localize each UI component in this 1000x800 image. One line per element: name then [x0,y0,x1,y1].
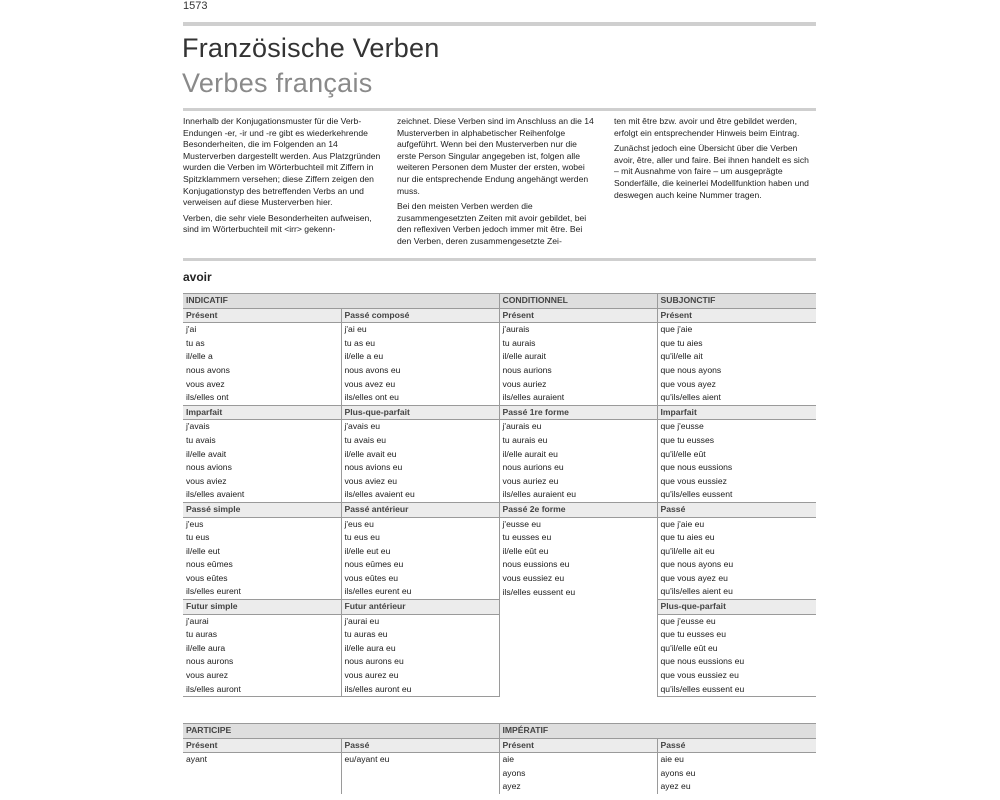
tense-label: Passé simple [183,502,341,517]
form-cell: il/elle a [186,351,213,362]
tense-header-row [183,308,816,323]
conjugation-row [183,572,816,586]
conjugation-row [183,323,816,337]
form-cell: qu'il/elle ait eu [657,545,816,559]
page-title-fr: Verbes français [182,68,373,98]
form-cell: tu avais [186,434,216,445]
form-cell: vous aviez [186,475,227,486]
form-cell: vous auriez eu [499,475,657,489]
form-cell [341,780,499,794]
form-cell: nous eussions eu [499,558,657,572]
form-cell: ils/elles auraient [499,391,657,405]
form-cell: ils/elles ont [186,392,229,403]
form-cell: nous avions eu [341,461,499,475]
conjugation-row [183,337,816,351]
page-number: 1573 [183,0,208,12]
form-cell: que tu aies [657,337,816,351]
intro-paragraph: Verben, die sehr viele Besonderheiten aufweisen, sind im Wörterbuchteil mit <irr> gekenn- [183,212,372,235]
intro-paragraph: Innerhalb der Konjugationsmuster für die Verb-Endungen -er, -ir und -re gibt es wiederkehrende Besonderheiten, die im Folgenden an 14 Musterverben dargestellt werden. Aus Platzgründen wurden die Verben im Wörterbuchteil mit Ziffern in Spitzklammern versehen; diese Ziffern zeigen den Konjugationstyp des betreffenden Verbs an und verweisen auf diese Musterverben hier. [183,116,381,208]
tense-participe-present: Présent [183,738,341,753]
conjugation-row [183,585,816,599]
participe-imperatif-table [183,723,816,794]
form-cell: qu'ils/elles aient [657,391,816,405]
form-cell: que j'aie [657,323,816,337]
form-cell: tu avais eu [341,434,499,448]
tense-label: Présent [183,308,341,323]
form-cell: que j'eusse eu [657,614,816,628]
form-cell: nous aurions [499,364,657,378]
form-cell: j'ai [186,324,197,335]
form-cell: il/elle eut [186,545,220,556]
form-cell: ils/elles ont eu [341,391,499,405]
form-cell: que tu eusses [657,434,816,448]
form-cell: que j'eusse [657,420,816,434]
intro-paragraph: ten mit être bzw. avoir und être gebildet werden, erfolgt ein entsprechender Hinweis beim Eintrag. [614,116,800,138]
form-cell: que nous eussions [657,461,816,475]
form-cell: j'eus eu [341,517,499,531]
form-cell: que vous ayez eu [657,572,816,586]
form-cell: ils/elles eussent eu [499,585,657,599]
conjugation-row [183,461,816,475]
form-cell: vous eûtes eu [341,572,499,586]
tense-label: Futur antérieur [341,600,499,615]
tense-label: Futur simple [183,600,341,615]
tense-header-row [183,405,816,420]
section-rule [183,258,816,261]
form-cell [183,780,341,794]
form-cell: nous avons eu [341,364,499,378]
form-cell: vous aurez [186,670,229,681]
form-cell: nous avons [186,364,230,375]
form-cell: qu'ils/elles eussent [657,488,816,502]
form-cell: qu'il/elle eût eu [657,642,816,656]
conjugation-row [183,531,816,545]
conjugation-row [183,669,816,683]
tense-label: Plus-que-parfait [657,600,816,615]
tense-label: Imparfait [183,405,341,420]
form-cell: tu as [186,337,205,348]
form-cell: que tu aies eu [657,531,816,545]
verb-heading: avoir [183,270,212,284]
form-cell: j'eusse eu [499,517,657,531]
conjugation-row [183,391,816,405]
form-cell: que tu eusses eu [657,628,816,642]
mood-subjonctif: SUBJONCTIF [657,294,816,309]
form-cell: j'aurai [186,615,209,626]
form-cell: ayons eu [657,767,816,781]
form-cell: il/elle aurait eu [499,448,657,462]
conjugation-row [183,558,816,572]
header-rule [183,22,816,26]
mood-header-row [183,294,816,309]
form-cell: tu as eu [341,337,499,351]
form-cell: vous eussiez eu [499,572,657,586]
form-cell: tu auras eu [341,628,499,642]
conjugation-row [183,642,816,656]
mood-indicatif: INDICATIF [183,294,499,309]
form-cell: qu'il/elle eût [657,448,816,462]
form-cell: il/elle eût eu [499,545,657,559]
form-cell: il/elle aura eu [341,642,499,656]
form-cell: ils/elles avaient eu [341,488,499,502]
form-cell: qu'ils/elles aient eu [657,585,816,599]
form-cell: ils/elles avaient [186,489,245,500]
conjugation-row [183,628,816,642]
form-cell: ayez [499,780,657,794]
conjugation-row [183,517,816,531]
form-cell: vous aviez eu [341,475,499,489]
intro-paragraph: Bei den meisten Verben werden die zusammengesetzten Zeiten mit avoir gebildet, bei den reflexiven Verben jedoch immer mit être. Bei den Verben, deren zusammengesetzte Zei- [397,201,587,246]
conjugation-row [183,434,816,448]
form-cell [499,669,657,683]
form-cell [183,767,341,781]
conjugation-row [183,683,816,697]
mood-conditionnel: CONDITIONNEL [499,294,657,309]
form-cell: que nous ayons eu [657,558,816,572]
form-cell: j'eus [186,518,204,529]
tense-imperatif-present: Présent [499,738,657,753]
conjugation-row [183,420,816,434]
tense-label: Plus-que-parfait [341,405,499,420]
form-cell: que vous ayez [657,378,816,392]
tense-participe-passe: Passé [341,738,499,753]
form-cell [499,655,657,669]
form-cell [499,683,657,697]
form-cell: il/elle avait [186,448,227,459]
form-cell: il/elle eut eu [341,545,499,559]
form-cell: aie eu [657,753,816,767]
page-title-de: Französische Verben [182,33,440,63]
form-cell: j'ai eu [341,323,499,337]
form-cell: vous aurez eu [341,669,499,683]
form-cell: il/elle a eu [341,350,499,364]
form-cell: ils/elles auraient eu [499,488,657,502]
form-cell: que j'aie eu [657,517,816,531]
tense-label [499,600,657,615]
form-cell: ils/elles auront [183,683,341,697]
form-cell: il/elle aurait [499,350,657,364]
intro-column-2 [397,116,597,252]
conjugation-row [183,350,816,364]
conjugation-row [183,364,816,378]
form-cell: que vous eussiez [657,475,816,489]
tense-label: Passé [657,502,816,517]
form-cell: eu/ayant eu [341,753,499,767]
form-cell: vous avez eu [341,378,499,392]
form-cell: ayez eu [657,780,816,794]
form-cell: ils/elles eurent eu [341,585,499,599]
conjugation-row [183,545,816,559]
intro-column-1 [183,116,381,240]
form-cell: que nous eussions eu [657,655,816,669]
form-cell: nous eûmes [186,559,233,570]
form-cell: nous avions [186,462,232,473]
form-cell: tu eus [186,532,210,543]
form-cell: que vous eussiez eu [657,669,816,683]
form-cell: j'aurai eu [341,614,499,628]
form-cell: vous auriez [499,378,657,392]
conjugation-table [183,293,816,697]
form-cell: aie [499,753,657,767]
form-cell: j'avais [186,421,210,432]
form-cell [341,767,499,781]
tense-label: Passé composé [341,308,499,323]
form-cell: que nous ayons [657,364,816,378]
form-cell [499,642,657,656]
form-cell: j'avais eu [341,420,499,434]
title-rule [183,108,816,111]
form-cell: il/elle aura [186,642,226,653]
tense-label: Imparfait [657,405,816,420]
intro-paragraph: Zunächst jedoch eine Übersicht über die Verben avoir, être, aller und faire. Bei ihnen handelt es sich – mit Ausnahme von faire – um ausgeprägte Sonderfälle, die keinerlei Modellfunktion haben und deswegen auch keine Nummer tragen. [614,143,809,200]
form-cell: nous aurons [186,656,234,667]
form-cell: qu'il/elle ait [657,350,816,364]
tense-header-row [183,502,816,517]
conjugation-row [183,488,816,502]
form-cell: j'aurais eu [499,420,657,434]
conjugation-row [183,475,816,489]
tense-label: Présent [657,308,816,323]
intro-paragraph: zeichnet. Diese Verben sind im Anschluss an die 14 Musterverben in alphabetischer Reihenfolge aufgeführt. Wenn bei den Musterverben nur die erste Person Singular angegeben ist, folgen alle weiteren Personen dem Muster der ersten, wobei nur die entsprechende Endung angehängt werden muss. [397,116,594,196]
mood-participe: PARTICIPE [183,724,499,739]
mood-imperatif: IMPÉRATIF [499,724,816,739]
intro-column-3 [614,116,816,205]
form-cell: tu eus eu [341,531,499,545]
form-cell: tu eusses eu [499,531,657,545]
form-cell: vous avez [186,378,225,389]
conjugation-row [183,448,816,462]
form-cell: j'aurais [499,323,657,337]
conjugation-row [183,378,816,392]
tense-label: Présent [499,308,657,323]
form-cell [499,614,657,628]
form-cell: tu auras [186,629,218,640]
tense-header-row [183,600,816,615]
form-cell: nous eûmes eu [341,558,499,572]
tense-imperatif-passe: Passé [657,738,816,753]
conjugation-row [183,655,816,669]
form-cell [499,628,657,642]
form-cell: ayons [499,767,657,781]
form-cell: tu aurais eu [499,434,657,448]
form-cell: nous aurons eu [341,655,499,669]
form-cell: il/elle avait eu [341,448,499,462]
form-cell: tu aurais [499,337,657,351]
conjugation-row [183,614,816,628]
form-cell: ils/elles eurent [186,586,241,597]
form-cell: qu'ils/elles eussent eu [657,683,816,697]
form-cell: ayant [186,754,208,765]
form-cell: ils/elles auront eu [341,683,499,697]
form-cell: vous eûtes [186,572,228,583]
tense-label: Passé 1re forme [499,405,657,420]
tense-label: Passé 2e forme [499,502,657,517]
form-cell: nous aurions eu [499,461,657,475]
tense-label: Passé antérieur [341,502,499,517]
